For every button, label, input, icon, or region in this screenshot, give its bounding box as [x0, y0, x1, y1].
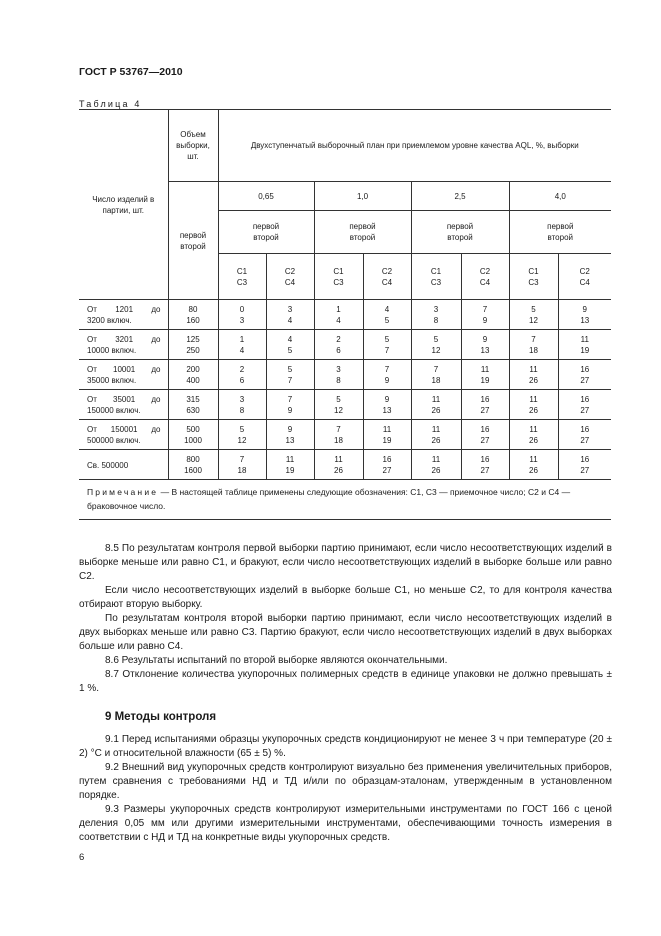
- acceptance-number-cell: 16 27: [558, 390, 611, 420]
- lot-size-cell: Св. 500000: [79, 450, 168, 480]
- acceptance-number-cell: 11 26: [509, 450, 558, 480]
- table-row: [79, 360, 611, 390]
- c2-c4-label: С2 С4: [461, 254, 509, 300]
- section-8-text: [79, 542, 612, 696]
- acceptance-number-cell: 11 19: [558, 330, 611, 360]
- sample-volume-cell: 200 400: [168, 360, 218, 390]
- paragraph: 9.3 Размеры укупорочных средств контролируют измерительными инструментами по ГОСТ 166 с ценой деления 0,05 мм или другими измерительными инструментами, обеспечивающими точность измерения в соответствии с НД и ТД на конкретные виды укупорочных средств.: [79, 804, 612, 843]
- acceptance-number-cell: 7 18: [411, 360, 461, 390]
- lot-size-cell: От 10001 до 35000 включ.: [79, 360, 168, 390]
- paragraph: 9.1 Перед испытаниями образцы укупорочных средств кондиционируют не менее 3 ч при температуре (20 ± 2) °С и относительной влажности (65 ± 5) %.: [79, 734, 612, 759]
- c1-c3-label: С1 С3: [218, 254, 266, 300]
- acceptance-number-cell: 5 12: [314, 390, 363, 420]
- acceptance-number-cell: 16 27: [461, 420, 509, 450]
- paragraph: 8.7 Отклонение количества укупорочных полимерных средств в единице упаковки не должно превышать ± 1 %.: [79, 669, 612, 694]
- sample-label: первой второй: [411, 211, 509, 254]
- acceptance-number-cell: 2 6: [314, 330, 363, 360]
- lot-size-cell: От 35001 до 150000 включ.: [79, 390, 168, 420]
- acceptance-number-cell: 7 9: [363, 360, 411, 390]
- c1-c3-label: С1 С3: [411, 254, 461, 300]
- table-row: [79, 330, 611, 360]
- table-row: [79, 420, 611, 450]
- c1-c3-label: С1 С3: [509, 254, 558, 300]
- table-note: Примечание — В настоящей таблице применены следующие обозначения: С1, С3 — приемочное число; С2 и С4 — браковочное число.: [79, 480, 611, 520]
- aql-level: 0,65: [218, 182, 314, 211]
- c2-c4-label: С2 С4: [558, 254, 611, 300]
- acceptance-number-cell: 4 5: [363, 300, 411, 330]
- acceptance-number-cell: 5 7: [363, 330, 411, 360]
- sample-volume-cell: 80 160: [168, 300, 218, 330]
- header-sampling-plan: Двухступенчатый выборочный план при приемлемом уровне качества AQL, %, выборки: [218, 110, 611, 182]
- acceptance-number-cell: 11 26: [314, 450, 363, 480]
- aql-level: 4,0: [509, 182, 611, 211]
- sample-label: первой второй: [509, 211, 611, 254]
- acceptance-number-cell: 0 3: [218, 300, 266, 330]
- sample-label: первой второй: [218, 211, 314, 254]
- c2-c4-label: С2 С4: [363, 254, 411, 300]
- acceptance-number-cell: 2 6: [218, 360, 266, 390]
- acceptance-number-cell: 3 8: [314, 360, 363, 390]
- section-9-text: [79, 733, 612, 845]
- lot-size-cell: От 1201 до 3200 включ.: [79, 300, 168, 330]
- sample-volume-cell: 125 250: [168, 330, 218, 360]
- paragraph: 9.2 Внешний вид укупорочных средств контролируют визуально без применения увеличительных приборов, путем сравнения с требованиями НД и ТД и/или по образцам-эталонам, утвержденным в установленном порядке.: [79, 762, 612, 801]
- c1-c3-label: С1 С3: [314, 254, 363, 300]
- table-row: [79, 390, 611, 420]
- acceptance-number-cell: 3 4: [266, 300, 314, 330]
- acceptance-number-cell: 1 4: [314, 300, 363, 330]
- aql-level: 1,0: [314, 182, 411, 211]
- acceptance-number-cell: 16 27: [461, 390, 509, 420]
- paragraph: По результатам контроля второй выборки партию принимают, если число несоответствующих изделий в двух выборках меньше или равно С3. Партию бракуют, если число несоответствующих изделий в двух выборках больше или равно С4.: [79, 613, 612, 652]
- acceptance-number-cell: 11 19: [461, 360, 509, 390]
- sample-volume-cell: 500 1000: [168, 420, 218, 450]
- acceptance-number-cell: 16 27: [558, 360, 611, 390]
- sample-volume-cell: 800 1600: [168, 450, 218, 480]
- acceptance-number-cell: 9 13: [558, 300, 611, 330]
- acceptance-number-cell: 11 19: [363, 420, 411, 450]
- acceptance-number-cell: 16 27: [461, 450, 509, 480]
- acceptance-number-cell: 11 26: [509, 360, 558, 390]
- acceptance-number-cell: 7 9: [266, 390, 314, 420]
- table-row: [79, 450, 611, 480]
- acceptance-number-cell: 11 26: [509, 390, 558, 420]
- acceptance-number-cell: 11 26: [411, 390, 461, 420]
- c2-c4-label: С2 С4: [266, 254, 314, 300]
- acceptance-number-cell: 11 26: [509, 420, 558, 450]
- document-code: ГОСТ Р 53767—2010: [79, 66, 183, 78]
- page-number: 6: [79, 852, 85, 863]
- header-sample-volume: Объем выборки, шт.: [168, 110, 218, 182]
- aql-level: 2,5: [411, 182, 509, 211]
- section-9-heading: 9 Методы контроля: [105, 711, 217, 723]
- acceptance-number-cell: 16 27: [558, 420, 611, 450]
- acceptance-number-cell: 7 18: [314, 420, 363, 450]
- acceptance-number-cell: 16 27: [363, 450, 411, 480]
- paragraph: 8.6 Результаты испытаний по второй выборке являются окончательными.: [105, 655, 448, 666]
- header-lot-size: Число изделий в партии, шт.: [79, 110, 168, 300]
- sampling-plan-table: [79, 109, 611, 520]
- acceptance-number-cell: 5 12: [411, 330, 461, 360]
- acceptance-number-cell: 7 18: [509, 330, 558, 360]
- acceptance-number-cell: 5 12: [218, 420, 266, 450]
- acceptance-number-cell: 9 13: [363, 390, 411, 420]
- sample-label: первой второй: [314, 211, 411, 254]
- acceptance-number-cell: 4 5: [266, 330, 314, 360]
- acceptance-number-cell: 7 18: [218, 450, 266, 480]
- acceptance-number-cell: 11 19: [266, 450, 314, 480]
- acceptance-number-cell: 9 13: [461, 330, 509, 360]
- sample-volume-cell: 315 630: [168, 390, 218, 420]
- table-caption: Таблица 4: [79, 99, 142, 109]
- paragraph: Если число несоответствующих изделий в выборке больше С1, но меньше С2, то для контроля качества отбирают вторую выборку.: [79, 585, 612, 610]
- acceptance-number-cell: 1 4: [218, 330, 266, 360]
- acceptance-number-cell: 16 27: [558, 450, 611, 480]
- acceptance-number-cell: 7 9: [461, 300, 509, 330]
- acceptance-number-cell: 5 7: [266, 360, 314, 390]
- acceptance-number-cell: 3 8: [218, 390, 266, 420]
- lot-size-cell: От 3201 до 10000 включ.: [79, 330, 168, 360]
- acceptance-number-cell: 3 8: [411, 300, 461, 330]
- acceptance-number-cell: 11 26: [411, 420, 461, 450]
- acceptance-number-cell: 9 13: [266, 420, 314, 450]
- table-row: [79, 300, 611, 330]
- paragraph: 8.5 По результатам контроля первой выборки партию принимают, если число несоответствующих изделий в выборке меньше или равно С1, и бракуют, если число несоответствующих изделий в выборке больше или равно С2.: [79, 543, 612, 582]
- acceptance-number-cell: 5 12: [509, 300, 558, 330]
- lot-size-cell: От 150001 до 500000 включ.: [79, 420, 168, 450]
- header-first-second-sample: первой второй: [168, 182, 218, 300]
- acceptance-number-cell: 11 26: [411, 450, 461, 480]
